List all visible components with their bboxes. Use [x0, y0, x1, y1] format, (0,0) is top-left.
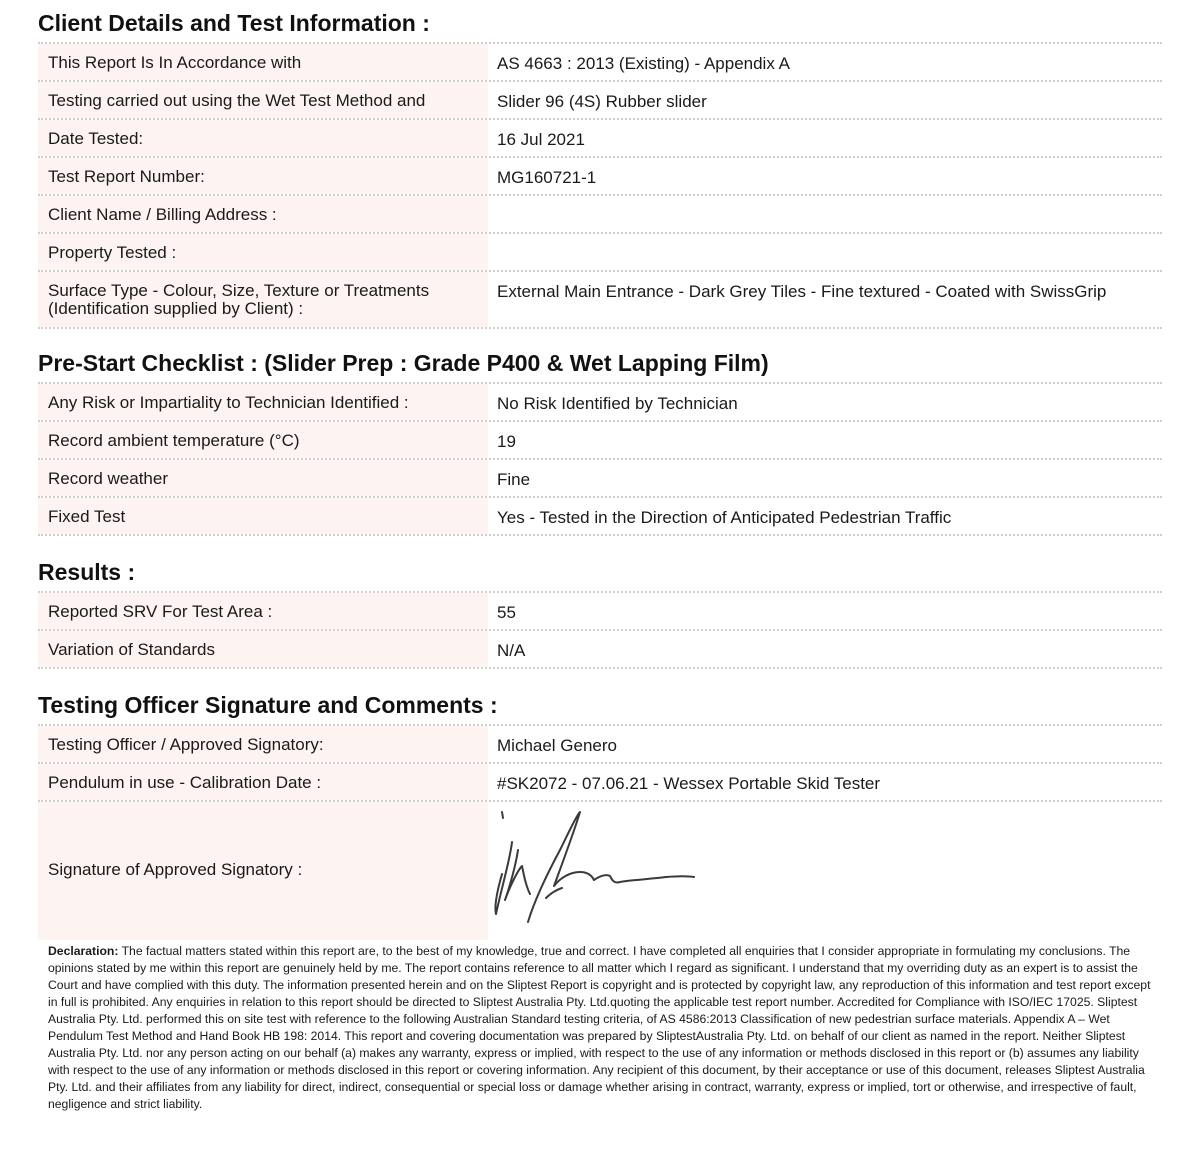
officer-table: [38, 724, 1162, 940]
table-row: [38, 234, 1162, 272]
declaration-paragraph: [38, 943, 1162, 1113]
handwritten-signature: [488, 802, 728, 936]
table-row: [38, 422, 1162, 460]
row-label: Variation of Standards: [38, 631, 488, 667]
row-label: Date Tested:: [38, 120, 488, 156]
row-value: #SK2072 - 07.06.21 - Wessex Portable Skid Tester: [497, 774, 881, 793]
row-label: Record weather: [38, 460, 488, 496]
table-row: [38, 158, 1162, 196]
row-label: Any Risk or Impartiality to Technician Identified :: [38, 384, 488, 420]
row-value: [488, 196, 1162, 232]
table-row: [38, 44, 1162, 82]
section-title-results: Results :: [38, 559, 136, 585]
row-value: External Main Entrance - Dark Grey Tiles - Fine textured - Coated with SwissGrip: [497, 282, 1107, 301]
row-label-line-2: (Identification supplied by Client) :: [48, 299, 304, 318]
row-value: Michael Genero: [497, 736, 618, 755]
row-label: Test Report Number:: [38, 158, 488, 194]
row-label-line-1: Surface Type - Colour, Size, Texture or Treatments: [48, 281, 430, 300]
row-label: Pendulum in use - Calibration Date :: [38, 764, 488, 800]
row-label: This Report Is In Accordance with: [38, 44, 488, 80]
section-title-prestart: Pre-Start Checklist : (Slider Prep : Grade P400 & Wet Lapping Film): [38, 350, 769, 376]
signature-label: Signature of Approved Signatory :: [38, 802, 488, 940]
row-label: Fixed Test: [38, 498, 488, 534]
table-row: [38, 82, 1162, 120]
table-row: [38, 631, 1162, 669]
table-row: [38, 498, 1162, 536]
row-label: Testing carried out using the Wet Test Method and: [38, 82, 488, 118]
table-row: [38, 384, 1162, 422]
table-row: [38, 272, 1162, 329]
client-details-table: [38, 42, 1162, 329]
signature-area: [488, 802, 1162, 940]
row-value: 19: [497, 432, 516, 451]
row-label: Testing Officer / Approved Signatory:: [38, 726, 488, 762]
row-value: 16 Jul 2021: [497, 130, 585, 149]
declaration-heading: Declaration:: [48, 944, 119, 958]
declaration-text: The factual matters stated within this report are, to the best of my knowledge, true and correct. I have completed all enquiries that I consider appropriate in formulating my conclusions. The opinions stated by me within this report are genuinely held by me. The report contains reference to all matter which I regard as significant. I understand that my overriding duty as an expert is to assist the Court and have complied with this duty. The information presented herein and on the Sliptest Report is copyright and is protected by copyright law, any reproduction of this information and test report except in full is prohibited. Any enquiries in relation to this report should be directed to Sliptest Australia Pty. Ltd.quoting the applicable test report number. Accredited for Compliance with ISO/IEC 17025. Sliptest Australia Pty. Ltd. performed this on site test with reference to the following Australian Standard testing criteria, of AS 4586:2013 Classification of new pedestrian surface materials. Appendix A – Wet Pendulum Test Method and Hand Book HB 198: 2014. This report and covering documentation was prepared by SliptestAustralia Pty. Ltd. on behalf of our client as named in the report. Neither Sliptest Australia Pty. Ltd. nor any person acting on our behalf (a) makes any warranty, express or implied, with respect to the use of any information or methods disclosed in this report or (b) assumes any liability with respect to the use of any information or methods disclosed in this report or covering information. Any recipient of this document, by their acceptance or use of this document, releases Sliptest Australia Pty. Ltd. and their affiliates from any liability for direct, indirect, consequential or special loss or damage whether arising in contract, warranty, express or implied, tort or otherwise, and irrespective of fault, negligence and strict liability.: [48, 944, 1151, 1111]
row-value: AS 4663 : 2013 (Existing) - Appendix A: [497, 54, 790, 73]
row-label: Client Name / Billing Address :: [38, 196, 488, 232]
row-label: Record ambient temperature (°C): [38, 422, 488, 458]
results-table: [38, 591, 1162, 669]
row-value: MG160721-1: [497, 168, 597, 187]
prestart-table: [38, 382, 1162, 536]
row-value: 55: [497, 603, 516, 622]
row-value: [488, 234, 1162, 270]
row-label: [38, 272, 488, 327]
row-value: N/A: [497, 641, 526, 660]
signature-row: [38, 802, 1162, 940]
row-label: Property Tested :: [38, 234, 488, 270]
table-row: [38, 460, 1162, 498]
section-title-client: Client Details and Test Information :: [38, 10, 430, 36]
row-label: Reported SRV For Test Area :: [38, 593, 488, 629]
table-row: [38, 196, 1162, 234]
table-row: [38, 120, 1162, 158]
table-row: [38, 726, 1162, 764]
row-value: Fine: [497, 470, 531, 489]
table-row: [38, 593, 1162, 631]
row-value: Yes - Tested in the Direction of Anticipated Pedestrian Traffic: [497, 508, 952, 527]
table-row: [38, 764, 1162, 802]
row-value: Slider 96 (4S) Rubber slider: [497, 92, 707, 111]
section-title-officer: Testing Officer Signature and Comments :: [38, 692, 498, 718]
row-value: No Risk Identified by Technician: [497, 394, 738, 413]
